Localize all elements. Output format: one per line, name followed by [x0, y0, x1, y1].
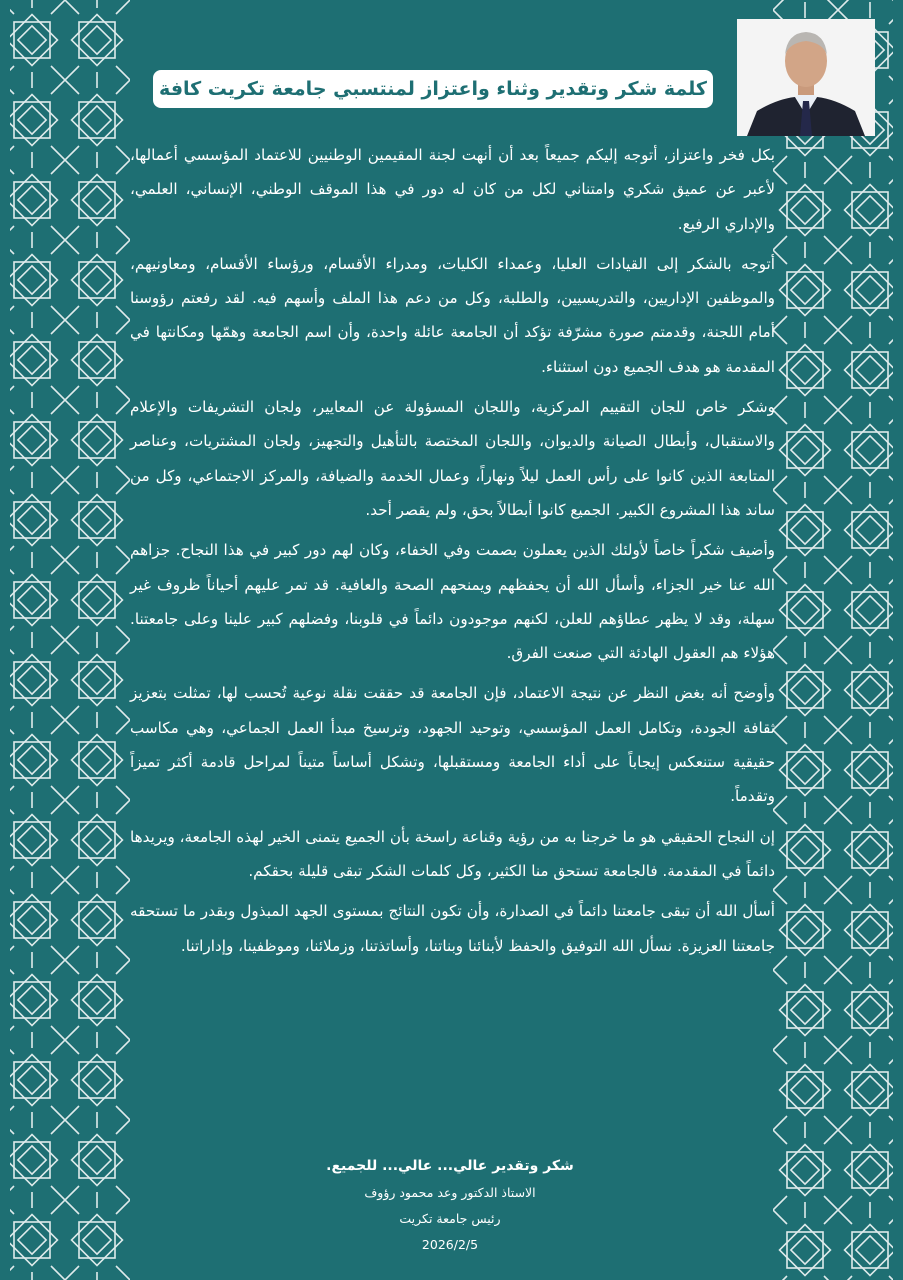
paragraph-intro: بكل فخر واعتزاز، أتوجه إليكم جميعاً بعد أن أنهت لجنة المقيمين الوطنيين للاعتماد المؤسسي أعمالها، لأعبر عن عميق شكري وامتناني لكل من كان له دور في هذا الموقف الوطني، الإنساني، العلمي، والإداري الرفيع. — [130, 146, 775, 233]
right-pattern-border — [773, 0, 903, 1280]
paragraph-prayer: أسأل الله أن تبقى جامعتنا دائماً في الصدارة، وأن تكون النتائج بمستوى الجهد المبذول وبقدر ما تستحقه جامعتنا العزيزة. نسأل الله التوفيق والحفظ لأبنائنا وبناتنا، وأساتذتنا، وزملائنا، وموظفينا، وإداراتنا. — [130, 902, 775, 955]
paragraph-silent-workers: وأضيف شكراً خاصاً لأولئك الذين يعملون بصمت وفي الخفاء، وكان لهم دور كبير في هذا النجاح. جزاهم الله عنا خير الجزاء، وأسأل الله أن يحفظهم ويمنحهم الصحة والعافية. قد تمر عليهم أحياناً ظروف غير سهلة، وقد لا يظهر عطاؤهم للعلن، لكنهم موجودون دائماً في قلوبنا، وفضلهم كبير علينا وعلى جامعتنا. هؤلاء هم العقول الهادئة التي صنعت الفرق. — [130, 541, 775, 663]
page-title: كلمة شكر وتقدير وثناء واعتزاز لمنتسبي جامعة تكريت كافة — [159, 78, 707, 100]
paragraph-true-success: إن النجاح الحقيقي هو ما خرجنا به من رؤية وقناعة راسخة بأن الجميع يتمنى الخير لهذه الجامعة، ويريدها دائماً في المقدمة. فالجامعة تستحق منا الكثير، وكل كلمات الشكر تبقى قليلة بحقكم. — [130, 827, 775, 880]
title-banner — [153, 70, 713, 108]
portrait-photo-icon — [737, 19, 875, 136]
paragraph-achievement: وأوضح أنه بغض النظر عن نتيجة الاعتماد، فإن الجامعة قد حققت نقلة نوعية تُحسب لها، تمثلت بتعزيز ثقافة الجودة، وتكامل العمل المؤسسي، وتوحيد الجهود، وترسيخ مبدأ العمل الجماعي، وهي مكاسب حقيقية ستنعكس إيجاباً على أداء الجامعة ومستقبلها، وتشكل أساساً متيناً لمراحل قادمة أكثر تميزاً وتقدماً. — [130, 684, 775, 806]
signer-name: الاستاذ الدكتور وعد محمود رؤوف — [364, 1185, 536, 1200]
left-pattern-border — [0, 0, 130, 1280]
portrait-photo — [737, 19, 875, 136]
letter-body — [130, 138, 775, 969]
paragraph-thanks-leadership: أتوجه بالشكر إلى القيادات العليا، وعمداء الكليات، ومدراء الأقسام، ورؤساء الأقسام، ومعاونيهم، والموظفين الإداريين، والتدريسيين، والطلبة، وكل من دعم هذا الملف وأسهم فيه. لقد رفعتم رؤوسنا أمام اللجنة، وقدمتم صورة مشرّفة تؤكد أن الجامعة عائلة واحدة، وأن اسم الجامعة وهمّها ومكانتها في المقدمة هو هدف الجميع دون استثناء. — [130, 254, 775, 376]
letter-date: 2026/2/5 — [421, 1237, 479, 1252]
paragraph-thanks-committees: وشكر خاص للجان التقييم المركزية، واللجان المسؤولة عن المعايير، ولجان التشريفات والإعلام والاستقبال، وأبطال الصيانة والديوان، واللجان المختصة بالتأهيل والتجهيز، ولجان المشتريات، وعناصر المتابعة الذين كانوا على رأس العمل ليلاً ونهاراً، وعمال الخدمة والضيافة، والمركز الاجتماعي، وكل من ساند هذا المشروع الكبير. الجميع كانوا أبطالاً بحق، ولم يقصر أحد. — [130, 398, 775, 519]
closing-thanks: شكر وتقدير عالي... عالي... للجميع. — [326, 1158, 574, 1174]
signature-block — [250, 1152, 650, 1258]
signer-title: رئيس جامعة تكريت — [399, 1211, 501, 1226]
